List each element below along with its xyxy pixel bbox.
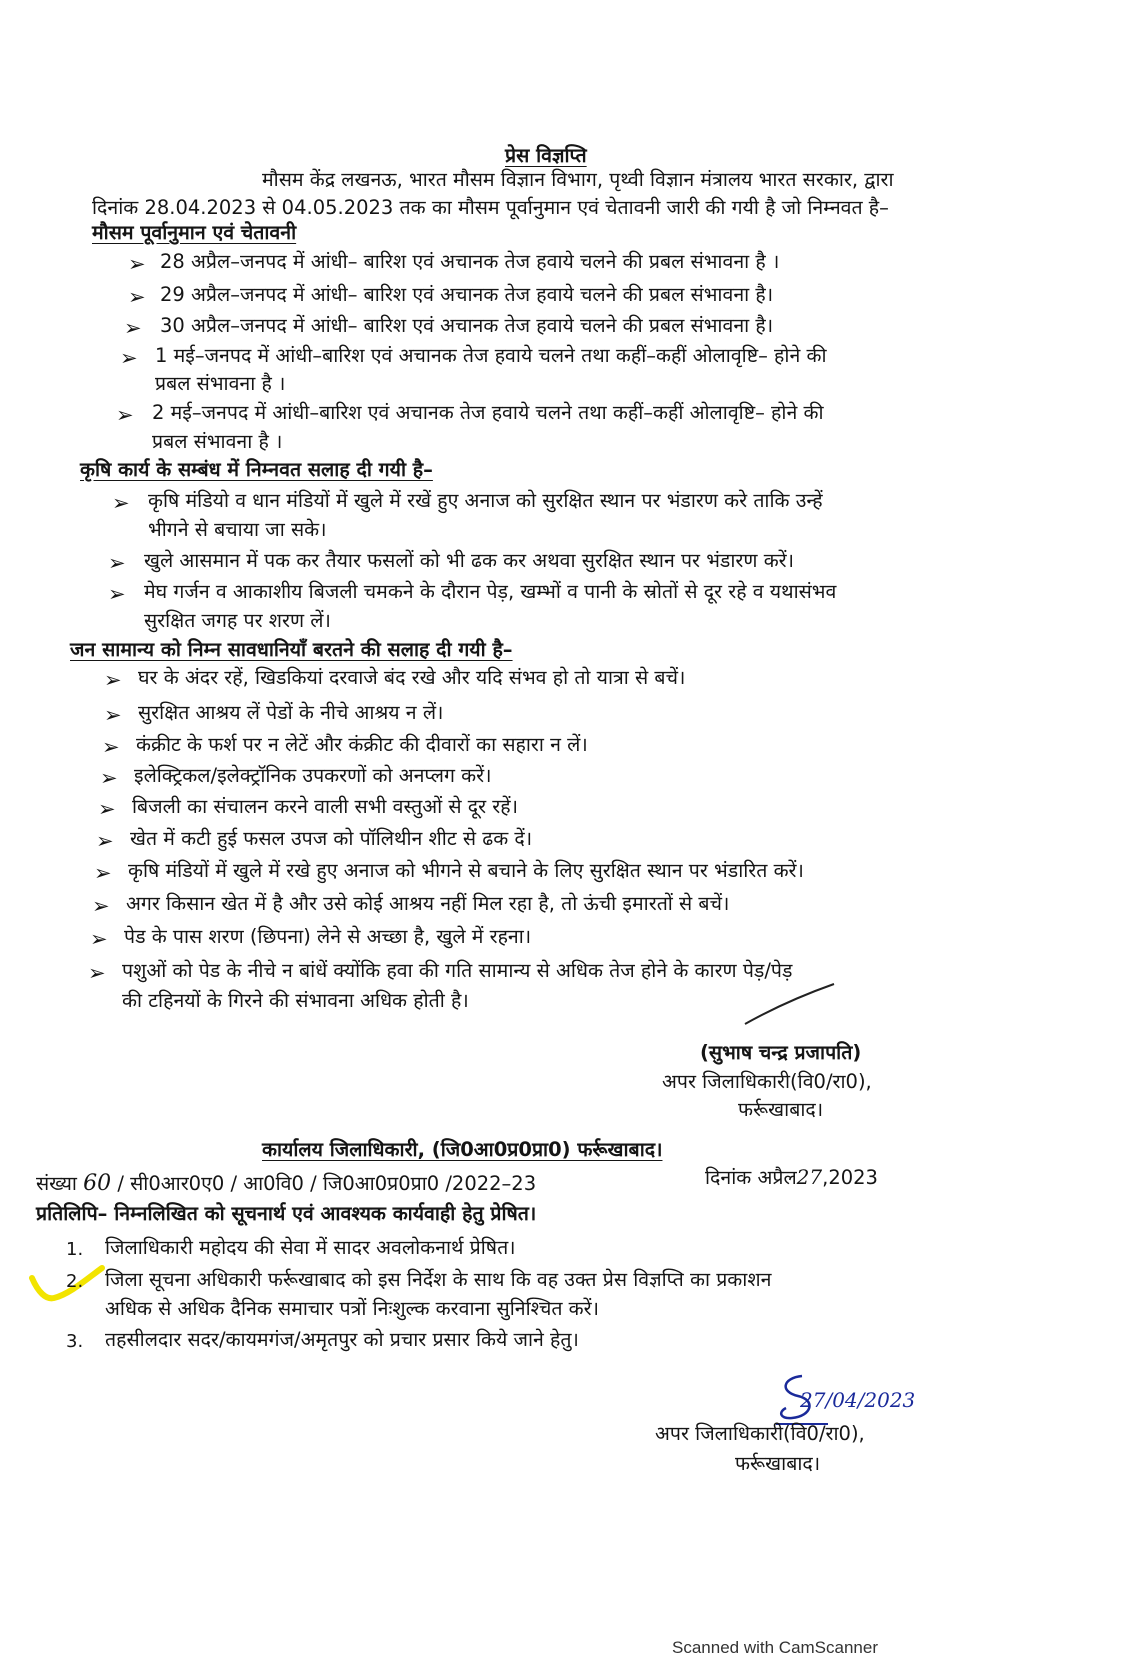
signatory-place: फर्रूखाबाद। bbox=[738, 1098, 824, 1121]
arrow-bullet-icon: ➢ bbox=[102, 735, 120, 759]
forecast-item-cont: प्रबल संभावना है । bbox=[152, 430, 283, 453]
arrow-bullet-icon: ➢ bbox=[104, 668, 122, 692]
signature-stroke bbox=[740, 980, 840, 1030]
arrow-bullet-icon: ➢ bbox=[104, 703, 122, 727]
forecast-item: 28 अप्रैल–जनपद में आंधी– बारिश एवं अचानक तेज हवाये चलने की प्रबल संभावना है । bbox=[160, 250, 780, 273]
scanner-watermark: Scanned with CamScanner bbox=[672, 1638, 879, 1657]
arrow-bullet-icon: ➢ bbox=[88, 961, 106, 985]
date-label: दिनांक अप्रैल bbox=[705, 1166, 797, 1189]
copy-number: 2. bbox=[66, 1271, 84, 1292]
arrow-bullet-icon: ➢ bbox=[98, 797, 116, 821]
forecast-item: 2 मई–जनपद में आंधी–बारिश एवं अचानक तेज हवाये चलने तथा कहीं–कहीं ओलावृष्टि– होने की bbox=[152, 401, 824, 424]
arrow-bullet-icon: ➢ bbox=[116, 403, 134, 427]
arrow-bullet-icon: ➢ bbox=[120, 346, 138, 370]
intro-line-2: दिनांक 28.04.2023 से 04.05.2023 तक का मौसम पूर्वानुमान एवं चेतावनी जारी की गयी है जो निम्नवत है– bbox=[92, 196, 889, 219]
public-item-cont: की टहिनयों के गिरने की संभावना अधिक होती है। bbox=[122, 989, 469, 1012]
ref-number-handwritten: 60 bbox=[83, 1171, 112, 1196]
arrow-bullet-icon: ➢ bbox=[128, 285, 146, 309]
agri-item: मेघ गर्जन व आकाशीय बिजली चमकने के दौरान पेड़, खम्भों व पानी के स्रोतों से दूर रहे व यथासंभव bbox=[144, 580, 837, 603]
copy-item: जिला सूचना अधिकारी फर्रूखाबाद को इस निर्देश के साथ कि वह उक्त प्रेस विज्ञप्ति का प्रकाशन bbox=[105, 1268, 772, 1291]
agri-item-cont: सुरक्षित जगह पर शरण लें। bbox=[144, 609, 331, 632]
forecast-item-cont: प्रबल संभावना है । bbox=[155, 372, 286, 395]
issue-date bbox=[705, 1165, 878, 1190]
public-item: बिजली का संचालन करने वाली सभी वस्तुओं से दूर रहें। bbox=[132, 795, 518, 818]
public-item: कंक्रीट के फर्श पर न लेटें और कंक्रीट की दीवारों का सहारा न लें। bbox=[136, 733, 588, 756]
arrow-bullet-icon: ➢ bbox=[96, 829, 114, 853]
office-title: कार्यालय जिलाधिकारी, (जि0आ0प्र0प्रा0) फर्रूखाबाद। bbox=[262, 1138, 663, 1161]
copy-item: जिलाधिकारी महोदय की सेवा में सादर अवलोकनार्थ प्रेषित। bbox=[105, 1236, 516, 1259]
intro-line-1: मौसम केंद्र लखनऊ, भारत मौसम विज्ञान विभाग, पृथ्वी विज्ञान मंत्रालय भारत सरकार, द्वारा bbox=[262, 168, 894, 191]
arrow-bullet-icon: ➢ bbox=[128, 252, 146, 276]
signatory-designation: अपर जिलाधिकारी(वि0/रा0), bbox=[662, 1070, 872, 1093]
agri-item: खुले आसमान में पक कर तैयार फसलों को भी ढक कर अथवा सुरक्षित स्थान पर भंडारण करें। bbox=[144, 549, 795, 572]
agri-item-cont: भीगने से बचाया जा सके। bbox=[148, 518, 327, 541]
forecast-item: 1 मई–जनपद में आंधी–बारिश एवं अचानक तेज हवाये चलने तथा कहीं–कहीं ओलावृष्टि– होने की bbox=[155, 344, 827, 367]
arrow-bullet-icon: ➢ bbox=[124, 316, 142, 340]
copy-item: तहसीलदार सदर/कायमगंज/अमृतपुर को प्रचार प्रसार किये जाने हेतु। bbox=[105, 1328, 579, 1351]
forecast-item: 29 अप्रैल–जनपद में आंधी– बारिश एवं अचानक तेज हवाये चलने की प्रबल संभावना है। bbox=[160, 283, 774, 306]
copy-item-cont: अधिक से अधिक दैनिक समाचार पत्रों निःशुल्क करवाना सुनिश्चित करें। bbox=[105, 1297, 599, 1320]
ref-rest: / सी0आर0ए0 / आ0वि0 / जि0आ0प्र0प्रा0 /2022–23 bbox=[117, 1172, 537, 1195]
ref-label: संख्या bbox=[36, 1172, 77, 1195]
handwritten-date: 27/04/2023 bbox=[800, 1388, 916, 1412]
copy-to-line: प्रतिलिपि– निम्नलिखित को सूचनार्थ एवं आवश्यक कार्यवाही हेतु प्रेषित। bbox=[36, 1202, 537, 1225]
public-item: सुरक्षित आश्रय लें पेडों के नीचे आश्रय न लें। bbox=[138, 701, 444, 724]
reference-line bbox=[36, 1172, 536, 1196]
arrow-bullet-icon: ➢ bbox=[108, 582, 126, 606]
agri-item: कृषि मंडियो व धान मंडियों में खुले में रखें हुए अनाज को सुरक्षित स्थान पर भंडारण करे ताकि उन्हें bbox=[148, 489, 823, 512]
date-year: ,2023 bbox=[822, 1166, 878, 1189]
page-title: प्रेस विज्ञप्ति bbox=[505, 144, 587, 167]
signatory2-place: फर्रूखाबाद। bbox=[735, 1452, 821, 1475]
forecast-heading: मौसम पूर्वानुमान एवं चेतावनी bbox=[92, 221, 297, 244]
agri-heading: कृषि कार्य के सम्बंध में निम्नवत सलाह दी गयी है– bbox=[80, 458, 433, 481]
copy-number: 3. bbox=[66, 1331, 84, 1352]
arrow-bullet-icon: ➢ bbox=[112, 491, 130, 515]
public-item: अगर किसान खेत में है और उसे कोई आश्रय नहीं मिल रहा है, तो ऊंची इमारतों से बचें। bbox=[126, 892, 730, 915]
arrow-bullet-icon: ➢ bbox=[108, 551, 126, 575]
public-item: खेत में कटी हुई फसल उपज को पॉलिथीन शीट से ढक दें। bbox=[130, 827, 533, 850]
public-item: घर के अंदर रहें, खिडकियां दरवाजे बंद रखे और यदि संभव हो तो यात्रा से बचें। bbox=[138, 666, 686, 689]
date-handwritten: 27 bbox=[796, 1165, 823, 1189]
arrow-bullet-icon: ➢ bbox=[90, 927, 108, 951]
public-item: कृषि मंडियों में खुले में रखे हुए अनाज को भीगने से बचाने के लिए सुरक्षित स्थान पर भंडारित करें। bbox=[128, 859, 804, 882]
public-item: पेड के पास शरण (छिपना) लेने से अच्छा है, खुले में रहना। bbox=[124, 925, 532, 948]
public-item: पशुओं को पेड के नीचे न बांधें क्योंकि हवा की गति सामान्य से अधिक तेज होने के कारण पेड़/पेड़ bbox=[122, 959, 793, 982]
copy-number: 1. bbox=[66, 1239, 84, 1260]
arrow-bullet-icon: ➢ bbox=[100, 766, 118, 790]
arrow-bullet-icon: ➢ bbox=[94, 861, 112, 885]
forecast-item: 30 अप्रैल–जनपद में आंधी– बारिश एवं अचानक तेज हवाये चलने की प्रबल संभावना है। bbox=[160, 314, 774, 337]
arrow-bullet-icon: ➢ bbox=[92, 894, 110, 918]
public-heading: जन सामान्य को निम्न सावधानियाँ बरतने की सलाह दी गयी है– bbox=[70, 638, 513, 661]
signatory-name: (सुभाष चन्द्र प्रजापति) bbox=[700, 1041, 862, 1064]
signatory2-designation: अपर जिलाधिकारी(वि0/रा0), bbox=[655, 1422, 865, 1445]
public-item: इलेक्ट्रिकल/इलेक्ट्रॉनिक उपकरणों को अनप्लग करें। bbox=[134, 764, 492, 787]
